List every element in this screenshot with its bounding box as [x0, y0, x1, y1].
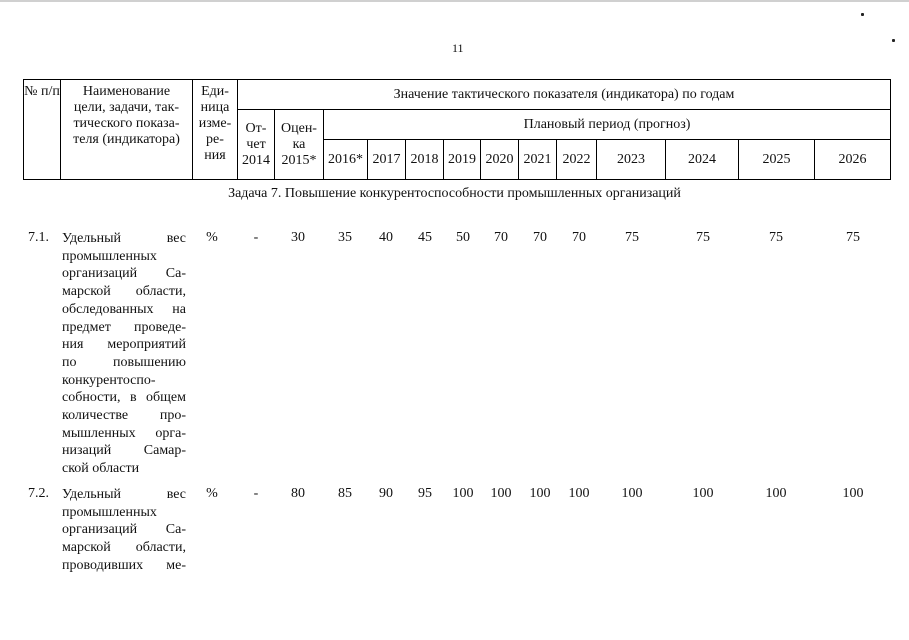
header-unit-line: изме-	[198, 116, 232, 131]
scan-speck	[892, 39, 895, 42]
header-unit-line: Еди-	[201, 84, 229, 99]
row-name-line: конкурентоспо-	[62, 372, 156, 388]
header-name-line: Наименование	[82, 84, 171, 99]
row-estimate: 30	[291, 230, 305, 245]
header-report-line: чет	[246, 136, 266, 152]
task-title: Задача 7. Повышение конкурентоспособности промышленных организаций	[228, 186, 681, 201]
row-value: 75	[696, 230, 710, 245]
row-name-line: организаций Са-	[62, 522, 186, 538]
header-year: 2022	[556, 139, 597, 180]
row-unit: %	[206, 230, 218, 245]
header-year: 2025	[738, 139, 815, 180]
row-value: 100	[621, 486, 643, 501]
row-value: 70	[494, 230, 508, 245]
header-unit	[192, 79, 238, 180]
header-year: 2026	[814, 139, 891, 180]
scan-top-edge	[0, 0, 909, 2]
row-name-line: количестве про-	[62, 408, 186, 424]
header-year: 2016*	[323, 139, 368, 180]
header-year: 2023	[596, 139, 666, 180]
header-name-line: тического показа-	[73, 116, 180, 131]
row-name-line: низаций Самар-	[62, 443, 186, 459]
row-value: 100	[452, 486, 474, 501]
row-number: 7.2.	[28, 486, 49, 501]
header-unit-line: ния	[204, 148, 226, 163]
header-report-line: От-	[245, 120, 267, 136]
row-unit: %	[206, 486, 218, 501]
row-value: 100	[765, 486, 787, 501]
row-value: 70	[533, 230, 547, 245]
row-value: 40	[379, 230, 393, 245]
header-num-text: № п/п	[24, 84, 60, 99]
row-name-line: Удельный вес	[62, 487, 186, 502]
row-value: 85	[338, 486, 352, 501]
row-value: 100	[568, 486, 590, 501]
row-name-line: Удельный вес	[62, 231, 186, 246]
header-name-line: цели, задачи, так-	[73, 100, 180, 115]
header-unit-line: ре-	[206, 132, 224, 147]
row-number: 7.1.	[28, 230, 49, 245]
row-value: 70	[572, 230, 586, 245]
row-name-line: организаций Са-	[62, 266, 186, 282]
header-year: 2020	[480, 139, 519, 180]
header-estimate-line: 2015*	[281, 152, 317, 168]
header-year: 2019	[443, 139, 481, 180]
row-value: 100	[529, 486, 551, 501]
row-value: 100	[692, 486, 714, 501]
header-name-lines	[73, 84, 180, 148]
header-year: 2018	[405, 139, 444, 180]
header-report	[237, 109, 275, 180]
row-name	[62, 230, 186, 478]
row-name-line: ской области	[62, 461, 140, 477]
row-name-line: мышленных орга-	[62, 425, 186, 441]
header-report-line: 2014	[242, 152, 270, 168]
row-value: 50	[456, 230, 470, 245]
header-values-title: Значение тактического показателя (индикатора) по годам	[237, 79, 891, 110]
header-year: 2024	[665, 139, 739, 180]
row-value: 75	[625, 230, 639, 245]
row-name-line: по повышению	[62, 354, 186, 370]
header-name	[60, 79, 193, 180]
row-name-line: марской области,	[62, 540, 186, 556]
row-name-line: марской области,	[62, 284, 186, 300]
page-number: 11	[452, 41, 464, 55]
row-value: 45	[418, 230, 432, 245]
row-value: 100	[842, 486, 864, 501]
row-value: 95	[418, 486, 432, 501]
row-name-line: предмет проведе-	[62, 319, 186, 335]
header-plan-title: Плановый период (прогноз)	[323, 109, 891, 140]
row-value: 75	[846, 230, 860, 245]
row-value: 75	[769, 230, 783, 245]
row-estimate: 80	[291, 486, 305, 501]
row-name	[62, 486, 186, 575]
header-year: 2021	[518, 139, 557, 180]
row-value: 100	[490, 486, 512, 501]
row-name-line: промышленных	[62, 504, 157, 520]
header-name-line: теля (индикатора)	[73, 132, 180, 147]
header-estimate	[274, 109, 324, 180]
header-num	[23, 79, 61, 180]
table-header	[23, 79, 891, 180]
row-value: 90	[379, 486, 393, 501]
row-name-line: ния мероприятий	[62, 337, 186, 353]
row-name-line: проводивших ме-	[62, 557, 186, 573]
scan-speck	[861, 13, 864, 16]
row-value: 35	[338, 230, 352, 245]
header-estimate-line: ка	[292, 136, 306, 152]
row-name-line: промышленных	[62, 248, 157, 264]
header-year: 2017	[367, 139, 406, 180]
header-estimate-line: Оцен-	[281, 120, 317, 136]
row-report: -	[253, 230, 259, 245]
row-name-line: собности, в общем	[62, 390, 186, 406]
header-unit-line: ница	[200, 100, 230, 115]
row-report: -	[253, 486, 259, 501]
row-name-line: обследованных на	[62, 301, 186, 317]
